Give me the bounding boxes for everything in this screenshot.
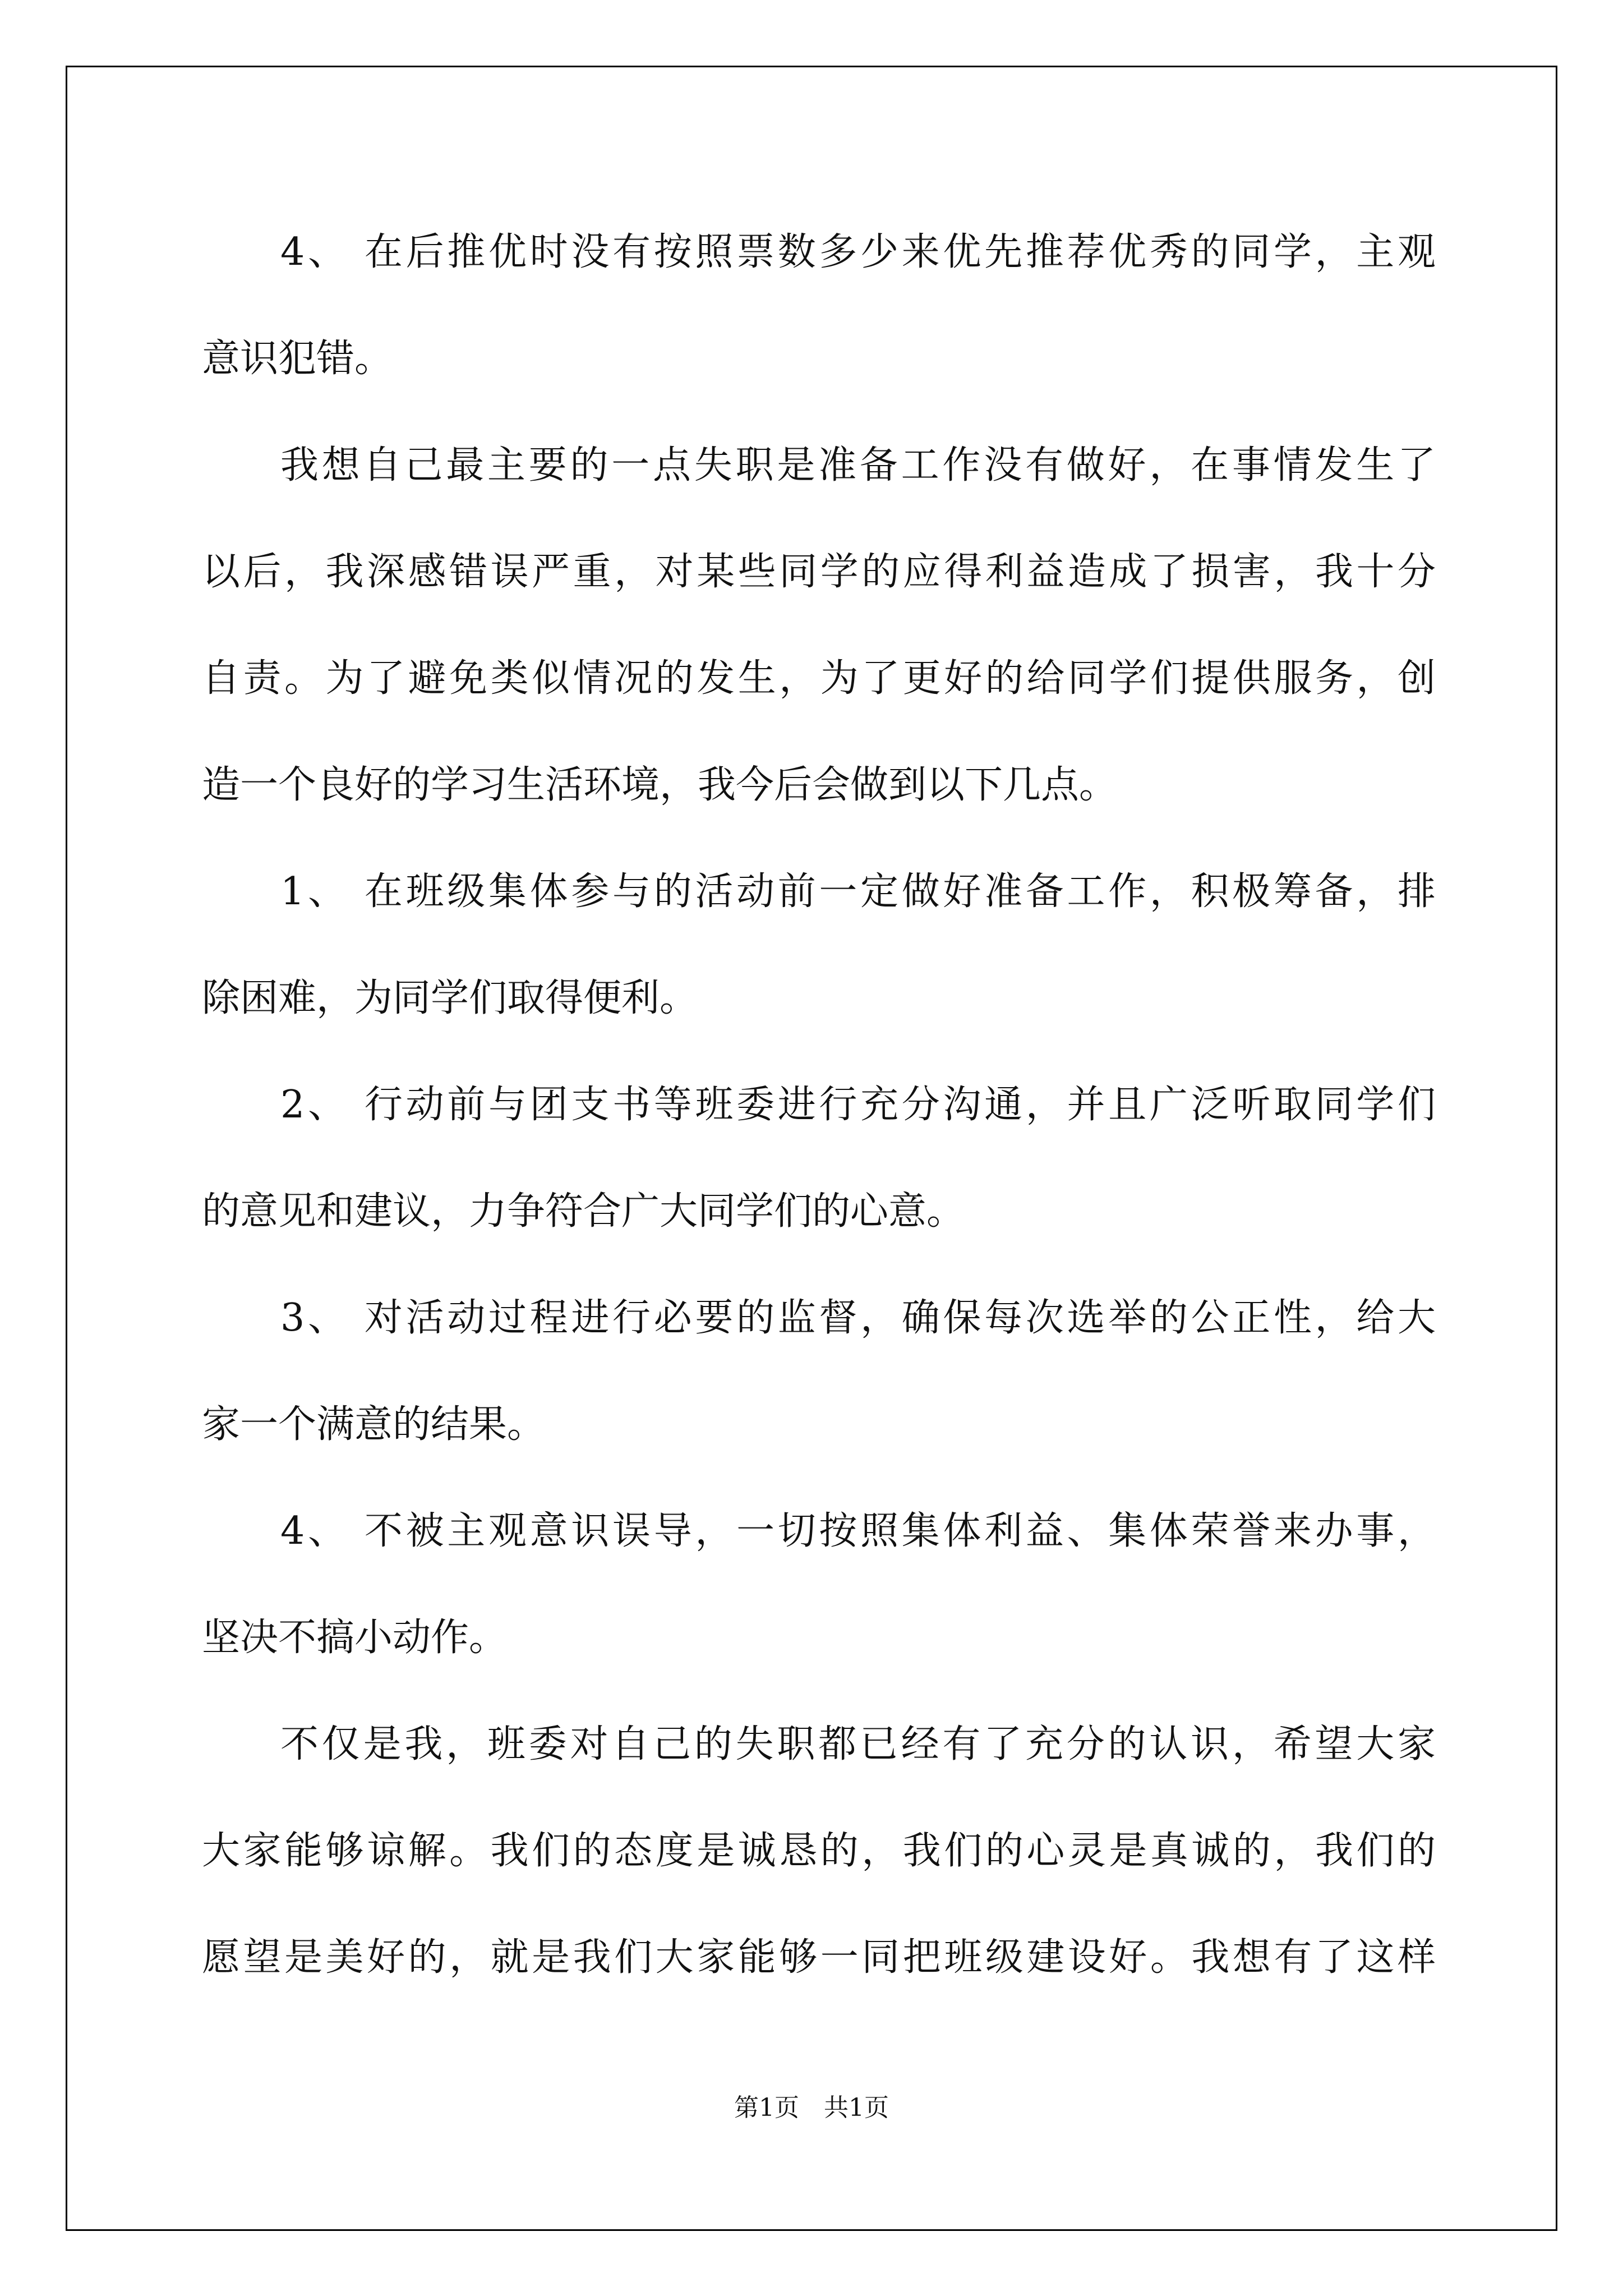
paragraph-line: 不仅是我，班委对自己的失职都已经有了充分的认识，希望大家 <box>280 1722 1436 1766</box>
paragraph-line: 造一个良好的学习生活环境，我今后会做到以下几点。 <box>202 763 1118 807</box>
paragraph-line: 我想自己最主要的一点失职是准备工作没有做好，在事情发生了 <box>280 443 1436 487</box>
page-footer: 第1页 共1页 <box>734 2093 889 2122</box>
paragraph-line: 4、 不被主观意识误导，一切按照集体利益、集体荣誉来办事， <box>280 1509 1436 1553</box>
paragraph-line: 意识犯错。 <box>202 337 393 381</box>
paragraph-line: 的意见和建议，力争符合广大同学们的心意。 <box>202 1189 965 1234</box>
paragraph-line: 除困难，为同学们取得便利。 <box>202 976 698 1020</box>
paragraph-line: 自责。为了避免类似情况的发生，为了更好的给同学们提供服务，创 <box>202 656 1436 701</box>
paragraph-line: 坚决不搞小动作。 <box>202 1616 508 1660</box>
paragraph-line: 1、 在班级集体参与的活动前一定做好准备工作，积极筹备，排 <box>280 869 1436 914</box>
paragraph-line: 家一个满意的结果。 <box>202 1402 546 1447</box>
paragraph-line: 以后，我深感错误严重，对某些同学的应得利益造成了损害，我十分 <box>202 550 1436 594</box>
paragraph-line: 4、 在后推优时没有按照票数多少来优先推荐优秀的同学，主观 <box>280 230 1436 274</box>
paragraph-line: 2、 行动前与团支书等班委进行充分沟通，并且广泛听取同学们 <box>280 1083 1436 1127</box>
paragraph-line: 愿望是美好的，就是我们大家能够一同把班级建设好。我想有了这样 <box>202 1935 1436 1980</box>
page-border <box>66 66 1557 2231</box>
paragraph-line: 3、 对活动过程进行必要的监督，确保每次选举的公正性，给大 <box>280 1296 1436 1340</box>
paragraph-line: 大家能够谅解。我们的态度是诚恳的，我们的心灵是真诚的，我们的 <box>202 1829 1436 1873</box>
